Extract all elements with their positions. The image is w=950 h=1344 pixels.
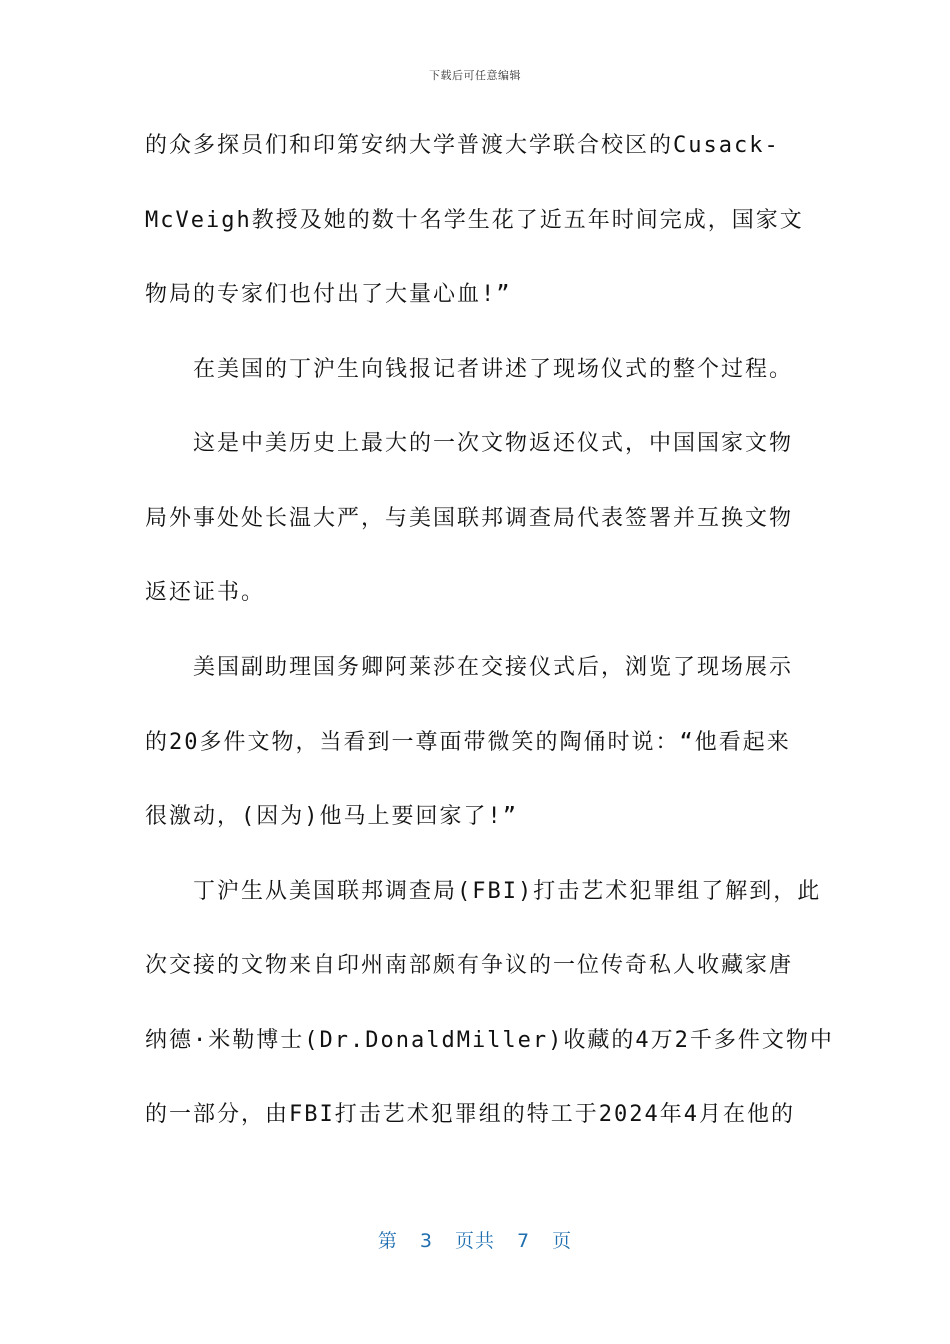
paragraph-line: 返还证书。 xyxy=(145,580,266,605)
page-footer xyxy=(0,1226,950,1253)
paragraph-line: 的一部分，由FBI打击艺术犯罪组的特工于2024年4月在他的 xyxy=(145,1102,795,1127)
page-header: 下载后可任意编辑 xyxy=(429,69,521,82)
paragraph-line: 的20多件文物，当看到一尊面带微笑的陶俑时说：“他看起来 xyxy=(145,730,791,755)
paragraph-line: 物局的专家们也付出了大量心血!” xyxy=(145,282,512,307)
paragraph-line: 这是中美历史上最大的一次文物返还仪式，中国国家文物 xyxy=(193,431,794,456)
paragraph-line: 美国副助理国务卿阿莱莎在交接仪式后，浏览了现场展示 xyxy=(193,655,794,680)
total-pages-number: 7 xyxy=(517,1230,531,1252)
paragraph-line: 局外事处处长温大严，与美国联邦调查局代表签署并互换文物 xyxy=(145,506,794,531)
paragraph-line: 的众多探员们和印第安纳大学普渡大学联合校区的Cusack- xyxy=(145,133,780,158)
paragraph-line: 很激动，(因为)他马上要回家了!” xyxy=(145,804,518,829)
paragraph-line: 纳德·米勒博士(Dr.DonaldMiller)收藏的4万2千多件文物中 xyxy=(145,1028,834,1053)
paragraph-line: 次交接的文物来自印州南部颇有争议的一位传奇私人收藏家唐 xyxy=(145,953,794,978)
paragraph-line: 丁沪生从美国联邦调查局(FBI)打击艺术犯罪组了解到，此 xyxy=(193,879,822,904)
paragraph-line: 在美国的丁沪生向钱报记者讲述了现场仪式的整个过程。 xyxy=(193,357,794,382)
footer-label-page: 第 xyxy=(377,1230,398,1252)
footer-label-of: 页共 xyxy=(454,1230,495,1252)
footer-label-page-end: 页 xyxy=(552,1230,573,1252)
current-page-number: 3 xyxy=(419,1230,433,1252)
paragraph-line: McVeigh教授及她的数十名学生花了近五年时间完成，国家文 xyxy=(145,208,804,233)
